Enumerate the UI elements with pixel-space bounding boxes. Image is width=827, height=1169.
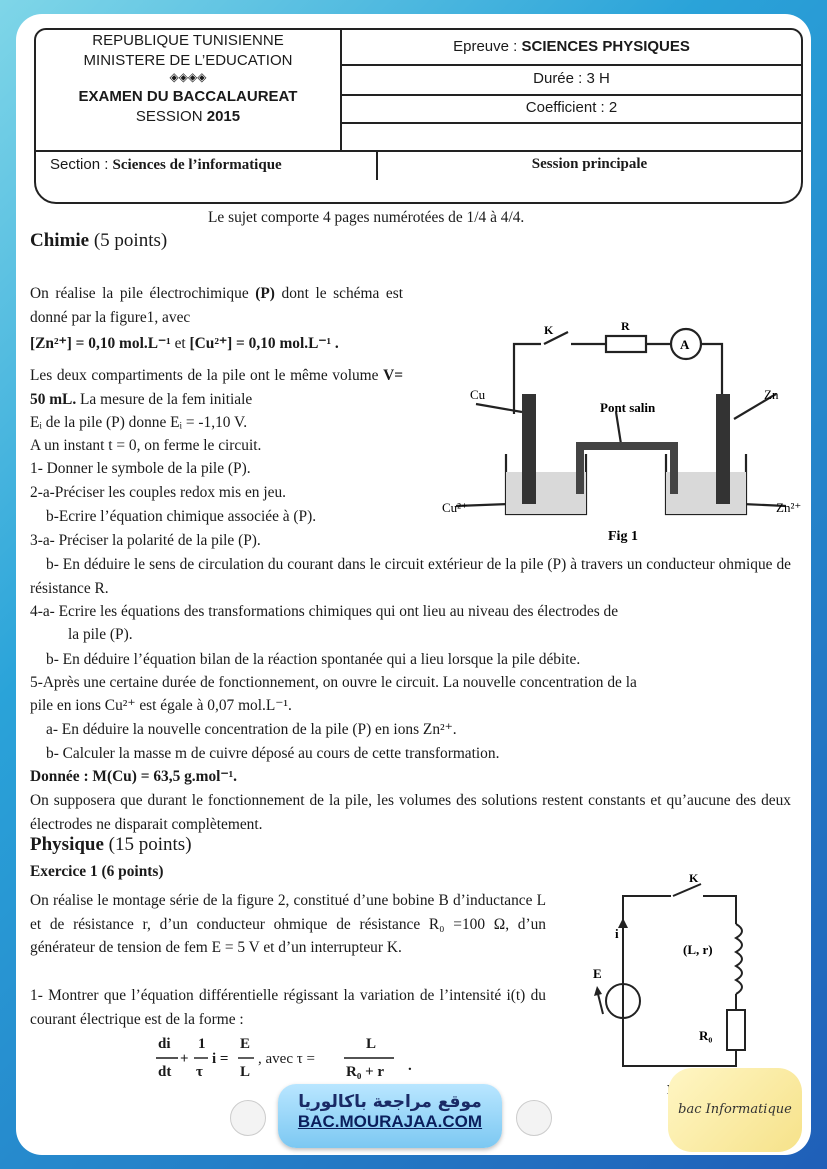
exercice-1-paragraph: On réalise le montage série de la figure 2, constitué d’une bobine B d’inductance L et de résistance r, d’un conducteur ohmique de résistance R₀ =100 Ω, d’un générateur de tension de fem E = 5 V et d’un interrupteur K. <box>30 892 546 957</box>
question-5a: a- En déduire la nouvelle concentration de la pile (P) en ions Zn²⁺. <box>46 721 457 738</box>
question-3b: b- En déduire le sens de circulation du courant dans le circuit extérieur de la pile (P) à travers un conducteur ohmique de résistance R. <box>30 556 791 597</box>
exercice-1-question-1: 1- Montrer que l’équation différentielle régissant la variation de l’intensité i(t) du courant électrique est de la forme : <box>30 987 546 1028</box>
eq-l-num: L <box>366 1036 377 1052</box>
session-principale: Session principale <box>531 156 648 172</box>
right-logo-icon <box>516 1100 552 1136</box>
question-5b: b- Calculer la masse m de cuivre déposé au cours de cette transformation. <box>46 745 500 762</box>
ministry-label: MINISTERE DE L’EDUCATION <box>83 52 293 69</box>
fig2-i-label: i <box>615 926 619 941</box>
concentrations: [Zn²⁺] = 0,10 mol.L⁻¹ et [Cu²⁺] = 0,10 mol.L⁻¹ . <box>30 335 339 352</box>
coefficient: Coefficient : 2 <box>525 99 618 116</box>
physique-title: Physique (15 points) <box>30 834 192 855</box>
exam-page <box>16 14 811 1155</box>
fig1-cu-label: Cu <box>470 387 486 402</box>
exercice-1-title: Exercice 1 (6 points) <box>30 863 164 880</box>
eq-dt: dt <box>158 1064 172 1080</box>
eq-e: E <box>240 1036 251 1052</box>
volume-paragraph: Les deux compartiments de la pile ont le même volume V= 50 mL. La mesure de la fem initiale <box>30 367 403 408</box>
question-2a: 2-a-Préciser les couples redox mis en jeu. <box>30 484 286 501</box>
question-4a: 4-a- Ecrire les équations des transformations chimiques qui ont lieu au niveau des électrodes de <box>30 603 619 620</box>
question-4a-cont: la pile (P). <box>68 626 133 643</box>
figure-2 <box>561 866 781 1086</box>
ornament: ◈◈◈◈ <box>169 70 207 84</box>
chimie-note: On supposera que durant le fonctionnement de la pile, les volumes des solutions restent constants et qu’aucune des deux électrodes ne disparait complètement. <box>30 792 791 833</box>
fig1-cu-ion-label: Cu²⁺ <box>442 500 468 515</box>
site-arabic-name: موقع مراجعة باكالوريا <box>298 1092 482 1112</box>
eq-end: . <box>408 1058 412 1074</box>
fig1-zn-ion-label: Zn²⁺ <box>776 500 802 515</box>
eq-one: 1 <box>198 1036 206 1052</box>
close-circuit-line: A un instant t = 0, on ferme le circuit. <box>30 437 262 454</box>
fem-line: Eᵢ de la pile (P) donne Eᵢ = -1,10 V. <box>30 414 248 431</box>
eq-i: i = <box>212 1051 229 1067</box>
question-5-cont: pile en ions Cu²⁺ est égale à 0,07 mol.L⁻¹. <box>30 697 292 714</box>
chimie-paragraph: On réalise la pile électrochimique (P) dont le schéma est donné par la figure1, avec <box>30 285 403 326</box>
fig1-ammeter-label: A <box>680 337 690 352</box>
republic-label: REPUBLIQUE TUNISIENNE <box>92 32 284 49</box>
fig2-e-label: E <box>593 966 602 981</box>
site-banner[interactable] <box>278 1084 502 1148</box>
bac-informatique-badge: bac Informatique <box>668 1068 802 1152</box>
exam-header <box>34 28 803 204</box>
section: Section : Sciences de l’informatique <box>50 156 282 173</box>
chimie-title: Chimie (5 points) <box>30 230 168 251</box>
differential-equation <box>156 1030 416 1084</box>
eq-l: L <box>240 1064 251 1080</box>
exam-label: EXAMEN DU BACCALAUREAT <box>78 88 298 105</box>
figure-1 <box>416 304 806 544</box>
fig1-pont-label: Pont salin <box>600 400 656 415</box>
session-label: SESSION 2015 <box>135 108 241 125</box>
fig1-r-label: R <box>621 319 630 333</box>
epreuve: Epreuve : SCIENCES PHYSIQUES <box>453 38 690 55</box>
question-2b: b-Ecrire l’équation chimique associée à (P). <box>46 508 317 525</box>
left-logo-icon <box>230 1100 266 1136</box>
duree: Durée : 3 H <box>533 70 610 87</box>
eq-plus: + <box>180 1051 189 1067</box>
fig1-caption: Fig 1 <box>608 529 638 544</box>
intro-line: Le sujet comporte 4 pages numérotées de 1/4 à 4/4. <box>208 209 525 226</box>
eq-den: R₀ + r <box>346 1064 385 1080</box>
question-5: 5-Après une certaine durée de fonctionnement, on ouvre le circuit. La nouvelle concentration de la <box>30 674 637 691</box>
fig2-lr-label: (L, r) <box>683 942 713 957</box>
eq-avec: , avec τ = <box>258 1051 315 1067</box>
fig1-zn-label: Zn <box>764 387 779 402</box>
fig2-r0-label: R₀ <box>699 1028 713 1043</box>
fig1-k-label: K <box>544 323 554 337</box>
eq-di: di <box>158 1036 171 1052</box>
question-3a: 3-a- Préciser la polarité de la pile (P). <box>30 532 261 549</box>
site-url-link[interactable]: BAC.MOURAJAA.COM <box>297 1112 483 1131</box>
question-1: 1- Donner le symbole de la pile (P). <box>30 460 251 477</box>
question-4b: b- En déduire l’équation bilan de la réaction spontanée qui a lieu lorsque la pile débite. <box>46 651 581 668</box>
fig2-k-label: K <box>689 871 699 885</box>
eq-tau: τ <box>196 1064 203 1080</box>
donnee: Donnée : M(Cu) = 63,5 g.mol⁻¹. <box>30 768 238 785</box>
